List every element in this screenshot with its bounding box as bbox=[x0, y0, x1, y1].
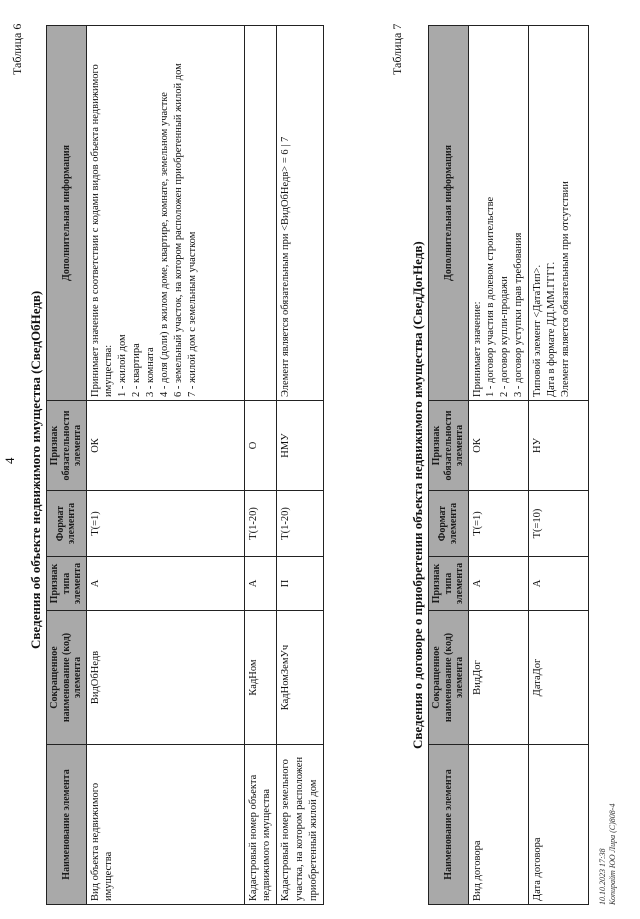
cell-format: T(=10) bbox=[528, 491, 588, 557]
info-line: 4 - доля (доли) в жилом доме, квартире, комнате, земельном участке bbox=[158, 92, 170, 397]
cell-name: Кадастровый номер объекта недвижимого имущества bbox=[244, 745, 277, 905]
cell-code: КадНом bbox=[244, 611, 277, 745]
table-row bbox=[528, 26, 588, 905]
table-7-label: Таблица 7 bbox=[390, 23, 404, 75]
info-line: Принимает значение: bbox=[471, 301, 483, 397]
cell-required: ОК bbox=[86, 401, 244, 491]
info-line: Принимает значение в соответствии с кодами видов объекта недвижимого имущества: bbox=[89, 64, 115, 397]
cell-info bbox=[277, 26, 324, 401]
col-header-format: Формат элемента bbox=[47, 491, 87, 557]
cell-required: НМУ bbox=[277, 401, 324, 491]
table-6-label: Таблица 6 bbox=[10, 23, 24, 75]
cell-format: T(=1) bbox=[86, 491, 244, 557]
signature-line: Копирайт ЮО Лира (С)808-4 bbox=[607, 803, 617, 905]
col-header-info: Дополнительная информация bbox=[47, 26, 87, 401]
col-header-code: Сокращенное наименование (код) элемента bbox=[429, 611, 469, 745]
table-6-header-row bbox=[47, 26, 87, 905]
cell-type: П bbox=[277, 557, 324, 611]
cell-required: НУ bbox=[528, 401, 588, 491]
cell-format: T(=1) bbox=[468, 491, 528, 557]
col-header-type: Признак типа элемента bbox=[47, 557, 87, 611]
col-header-required: Признак обязательности элемента bbox=[47, 401, 87, 491]
col-header-info: Дополнительная информация bbox=[429, 26, 469, 401]
cell-format: T(1-20) bbox=[244, 491, 277, 557]
col-header-code: Сокращенное наименование (код) элемента bbox=[47, 611, 87, 745]
table-6-title: Сведения об объекте недвижимого имущества (СведОбНедв) bbox=[28, 290, 43, 649]
cell-info bbox=[528, 26, 588, 401]
info-line: 6 - земельный участок, на котором расположен приобретенный жилой дом bbox=[172, 63, 184, 397]
cell-code: ДатаДог bbox=[528, 611, 588, 745]
col-header-name: Наименование элемента bbox=[47, 745, 87, 905]
cell-required: О bbox=[244, 401, 277, 491]
table-7-title: Сведения о договоре о приобретении объекта недвижимого имущества (СведДогНедв) bbox=[410, 241, 425, 749]
info-line: 3 - договор уступки прав требования bbox=[513, 232, 525, 397]
info-line: Дата в формате ДД.ММ.ГГГГ. bbox=[545, 261, 557, 397]
cell-name: Кадастровый номер земельного участка, на котором расположен приобретенный жилой дом bbox=[277, 745, 324, 905]
table-7-header-row bbox=[429, 26, 469, 905]
table-7 bbox=[428, 25, 589, 905]
table-6 bbox=[46, 25, 324, 905]
table-row bbox=[86, 26, 244, 905]
cell-name: Вид объекта недвижимого имущества bbox=[86, 745, 244, 905]
cell-code: ВидОбНедв bbox=[86, 611, 244, 745]
info-line: 2 - договор купли-продажи bbox=[499, 276, 511, 397]
signature-line: 10.10.2023 17:38 bbox=[598, 848, 607, 905]
cell-name: Вид договора bbox=[468, 745, 528, 905]
cell-format: T(1-20) bbox=[277, 491, 324, 557]
cell-type: А bbox=[468, 557, 528, 611]
cell-code: КадНомЗемУч bbox=[277, 611, 324, 745]
col-header-name: Наименование элемента bbox=[429, 745, 469, 905]
info-line: Элемент является обязательным при отсутствии bbox=[559, 181, 571, 397]
cell-info bbox=[244, 26, 277, 401]
cell-info bbox=[86, 26, 244, 401]
info-line: Элемент является обязательным при <ВидОбНедв> = 6 | 7 bbox=[280, 136, 292, 397]
cell-required: ОК bbox=[468, 401, 528, 491]
info-line: 3 - комната bbox=[144, 347, 156, 397]
cell-name: Дата договора bbox=[528, 745, 588, 905]
col-header-format: Формат элемента bbox=[429, 491, 469, 557]
info-line: 1 - жилой дом bbox=[117, 334, 129, 397]
info-line: 1 - договор участия в долевом строительстве bbox=[485, 196, 497, 397]
col-header-required: Признак обязательности элемента bbox=[429, 401, 469, 491]
footer-signature bbox=[598, 804, 617, 905]
table-row bbox=[277, 26, 324, 905]
info-line: 2 - квартира bbox=[131, 343, 143, 397]
cell-type: А bbox=[528, 557, 588, 611]
table-row bbox=[468, 26, 528, 905]
cell-type: А bbox=[86, 557, 244, 611]
info-line: 7 - жилой дом с земельным участком bbox=[186, 231, 198, 397]
cell-info bbox=[468, 26, 528, 401]
cell-code: ВидДог bbox=[468, 611, 528, 745]
cell-type: А bbox=[244, 557, 277, 611]
col-header-type: Признак типа элемента bbox=[429, 557, 469, 611]
page-number: 4 bbox=[2, 457, 17, 464]
info-line: Типовой элемент <ДатаТип>. bbox=[531, 264, 543, 397]
table-row bbox=[244, 26, 277, 905]
